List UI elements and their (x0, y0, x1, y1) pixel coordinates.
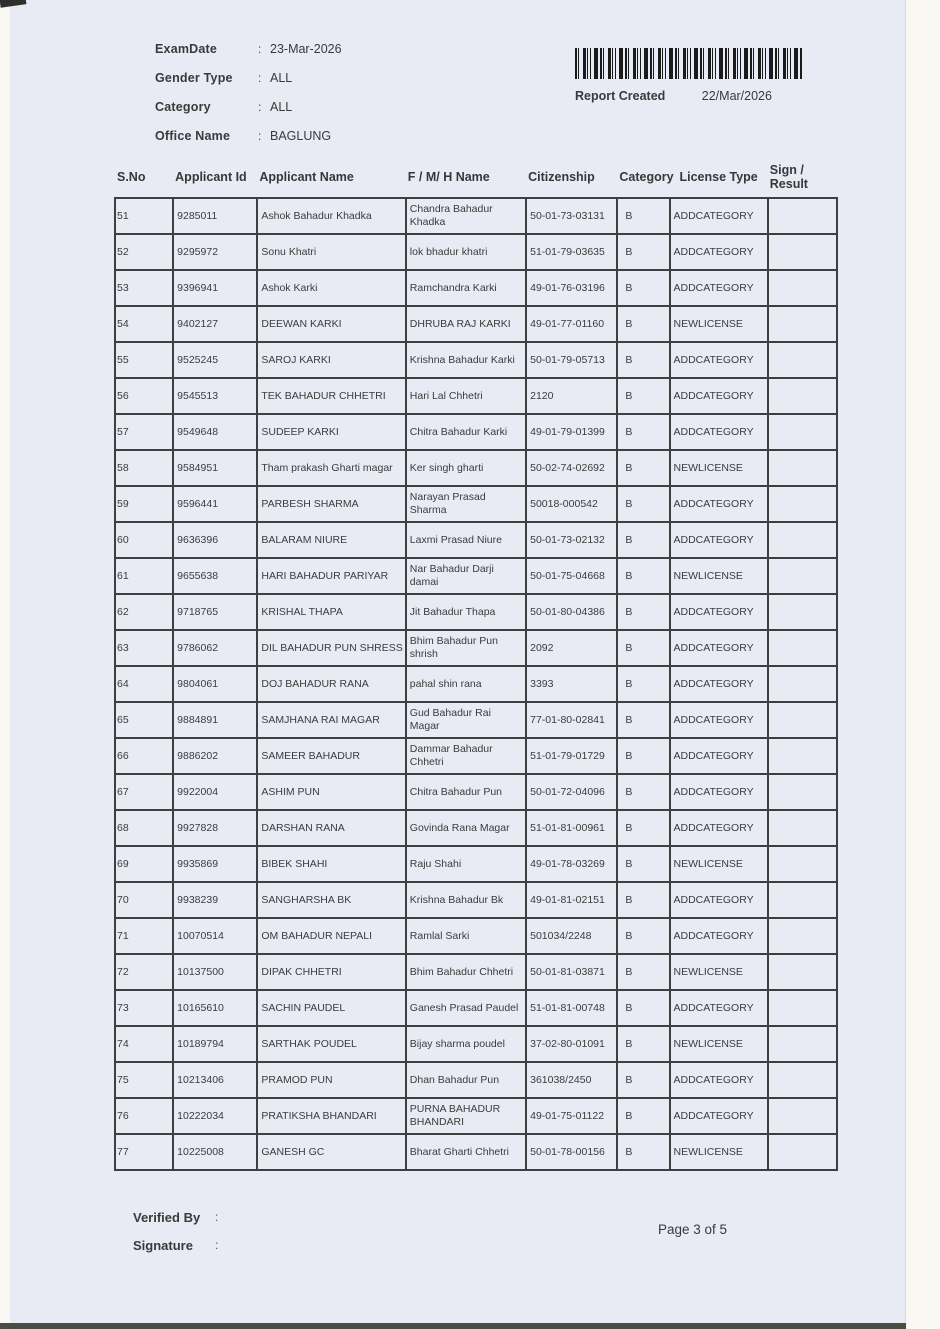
table-cell: Sonu Khatri (257, 234, 405, 270)
table-row (115, 558, 837, 594)
table-cell: 52 (115, 234, 173, 270)
table-cell: 65 (115, 702, 173, 738)
table-cell: PRAMOD PUN (257, 1062, 405, 1098)
table-cell: B (617, 594, 669, 630)
table-cell: Ashok Karki (257, 270, 405, 306)
table-row (115, 522, 837, 558)
table-cell: Ashok Bahadur Khadka (257, 198, 405, 234)
table-cell: B (617, 738, 669, 774)
report-created-value: 22/Mar/2026 (701, 89, 772, 103)
gender-type-value: ALL (270, 70, 293, 85)
report-created-label: Report Created (575, 89, 666, 103)
table-cell: B (617, 306, 669, 342)
table-cell: NEWLICENSE (670, 954, 768, 990)
office-name-field (155, 121, 342, 150)
table-cell: Tham prakash Gharti magar (257, 450, 405, 486)
table-cell: ADDCATEGORY (670, 378, 768, 414)
table-cell: DARSHAN RANA (257, 810, 405, 846)
table-cell: 9938239 (173, 882, 257, 918)
table-cell: Chitra Bahadur Pun (406, 774, 526, 810)
table-cell: 49-01-81-02151 (526, 882, 617, 918)
table-cell: 51-01-81-00748 (526, 990, 617, 1026)
table-cell: Laxmi Prasad Niure (406, 522, 526, 558)
table-cell: SUDEEP KARKI (257, 414, 405, 450)
table-cell: Gud Bahadur Rai Magar (406, 702, 526, 738)
signature-field (133, 1231, 218, 1259)
table-cell: Krishna Bahadur Bk (406, 882, 526, 918)
table-cell: 51-01-79-03635 (526, 234, 617, 270)
table-cell: ADDCATEGORY (670, 666, 768, 702)
table-cell: 73 (115, 990, 173, 1026)
table-row (115, 882, 837, 918)
office-name-value: BAGLUNG (270, 128, 332, 143)
column-header-sno: S.No (117, 169, 146, 184)
table-cell: 10213406 (173, 1062, 257, 1098)
table-row (115, 414, 837, 450)
table-cell: 62 (115, 594, 173, 630)
table-cell: B (617, 234, 669, 270)
table-row (115, 1098, 837, 1134)
table-cell: 50-01-80-04386 (526, 594, 617, 630)
table-cell: B (617, 1026, 669, 1062)
table-cell (768, 1062, 837, 1098)
table-cell: 9549648 (173, 414, 257, 450)
report-header-fields (155, 34, 342, 150)
office-name-separator: : (258, 128, 262, 143)
report-created (575, 89, 772, 103)
table-cell: HARI BAHADUR PARIYAR (257, 558, 405, 594)
table-cell: 10225008 (173, 1134, 257, 1170)
table-cell: Ramlal Sarki (406, 918, 526, 954)
table-row (115, 450, 837, 486)
table-cell: DHRUBA RAJ KARKI (406, 306, 526, 342)
table-cell: B (617, 1062, 669, 1098)
table-cell: TEK BAHADUR CHHETRI (257, 378, 405, 414)
table-cell: 50-01-73-02132 (526, 522, 617, 558)
table-cell: SARTHAK POUDEL (257, 1026, 405, 1062)
table-cell: ADDCATEGORY (670, 414, 768, 450)
category-value: ALL (270, 99, 293, 114)
table-cell: OM BAHADUR NEPALI (257, 918, 405, 954)
table-cell: 50-01-81-03871 (526, 954, 617, 990)
table-cell: PURNA BAHADUR BHANDARI (406, 1098, 526, 1134)
table-cell (768, 990, 837, 1026)
table-cell: lok bhadur khatri (406, 234, 526, 270)
table-cell: 50-01-72-04096 (526, 774, 617, 810)
table-cell (768, 270, 837, 306)
table-cell: 59 (115, 486, 173, 522)
gender-type-separator: : (258, 70, 262, 85)
table-cell: 501034/2248 (526, 918, 617, 954)
column-header-sign-result: Sign / Result (769, 162, 808, 191)
table-cell (768, 522, 837, 558)
table-cell: B (617, 810, 669, 846)
table-cell: 10070514 (173, 918, 257, 954)
table-cell: 69 (115, 846, 173, 882)
table-cell: 37-02-80-01091 (526, 1026, 617, 1062)
table-cell: 54 (115, 306, 173, 342)
table-cell: B (617, 522, 669, 558)
table-cell: 76 (115, 1098, 173, 1134)
table-row (115, 378, 837, 414)
table-cell: 49-01-78-03269 (526, 846, 617, 882)
table-cell: Govinda Rana Magar (406, 810, 526, 846)
category-separator: : (258, 99, 262, 114)
table-cell: 77 (115, 1134, 173, 1170)
table-cell: GANESH GC (257, 1134, 405, 1170)
table-cell: B (617, 450, 669, 486)
column-header-applicant-name: Applicant Name (259, 169, 354, 184)
table-cell: ADDCATEGORY (670, 594, 768, 630)
table-cell: ADDCATEGORY (670, 522, 768, 558)
table-cell: DIL BAHADUR PUN SHRESS (257, 630, 405, 666)
column-header-applicant-id: Applicant Id (175, 169, 247, 184)
table-cell: 10222034 (173, 1098, 257, 1134)
table-cell: 51-01-79-01729 (526, 738, 617, 774)
table-cell (768, 450, 837, 486)
table-cell: Raju Shahi (406, 846, 526, 882)
footer-verification-block (133, 1203, 218, 1259)
table-row (115, 630, 837, 666)
scan-edge-artifact (0, 1323, 906, 1329)
table-row (115, 666, 837, 702)
table-cell (768, 918, 837, 954)
table-cell: 77-01-80-02841 (526, 702, 617, 738)
table-cell: ADDCATEGORY (670, 882, 768, 918)
table-cell: BALARAM NIURE (257, 522, 405, 558)
table-cell: 10137500 (173, 954, 257, 990)
table-cell: Nar Bahadur Darji damai (406, 558, 526, 594)
verified-by-field (133, 1203, 218, 1231)
table-row (115, 486, 837, 522)
table-row (115, 342, 837, 378)
table-cell (768, 414, 837, 450)
table-cell: B (617, 630, 669, 666)
table-cell: 361038/2450 (526, 1062, 617, 1098)
column-header-fmh-name: F / M/ H Name (407, 169, 490, 184)
table-cell: 49-01-79-01399 (526, 414, 617, 450)
table-cell: B (617, 414, 669, 450)
table-cell: 9584951 (173, 450, 257, 486)
table-cell (768, 666, 837, 702)
column-header-citizenship: Citizenship (528, 169, 595, 184)
table-cell: 71 (115, 918, 173, 954)
table-cell (768, 1098, 837, 1134)
table-cell: Bharat Gharti Chhetri (406, 1134, 526, 1170)
table-cell: Krishna Bahadur Karki (406, 342, 526, 378)
table-header-row (115, 160, 837, 198)
table-cell: B (617, 342, 669, 378)
gender-type-field (155, 63, 342, 92)
table-cell: 63 (115, 630, 173, 666)
table-row (115, 270, 837, 306)
table-cell: Ramchandra Karki (406, 270, 526, 306)
table-cell: 67 (115, 774, 173, 810)
table-cell: ADDCATEGORY (670, 810, 768, 846)
page-indicator: Page 3 of 5 (658, 1222, 728, 1237)
table-body (115, 198, 837, 1170)
exam-date-label: ExamDate (155, 41, 218, 56)
table-cell: ADDCATEGORY (670, 486, 768, 522)
table-cell (768, 486, 837, 522)
table-cell (768, 342, 837, 378)
table-cell: Chitra Bahadur Karki (406, 414, 526, 450)
table-cell (768, 810, 837, 846)
table-cell: NEWLICENSE (670, 450, 768, 486)
table-cell: 50-01-73-03131 (526, 198, 617, 234)
table-cell: 9786062 (173, 630, 257, 666)
table-cell: ADDCATEGORY (670, 918, 768, 954)
table-row (115, 846, 837, 882)
table-cell (768, 954, 837, 990)
exam-date-separator: : (258, 41, 262, 56)
table-cell: ADDCATEGORY (670, 702, 768, 738)
table-cell: 9402127 (173, 306, 257, 342)
signature-separator: : (215, 1238, 219, 1252)
table-cell: 9396941 (173, 270, 257, 306)
table-cell: ADDCATEGORY (670, 738, 768, 774)
table-row (115, 990, 837, 1026)
table-cell: B (617, 558, 669, 594)
table-cell (768, 198, 837, 234)
table-cell (768, 306, 837, 342)
table-cell: 9935869 (173, 846, 257, 882)
table-cell: 9655638 (173, 558, 257, 594)
table-cell: ADDCATEGORY (670, 990, 768, 1026)
table-cell: B (617, 774, 669, 810)
table-cell: 68 (115, 810, 173, 846)
table-cell: 9718765 (173, 594, 257, 630)
table-cell: 2120 (526, 378, 617, 414)
applicant-table (114, 160, 838, 1171)
table-row (115, 1026, 837, 1062)
category-field (155, 92, 342, 121)
table-cell: ADDCATEGORY (670, 234, 768, 270)
table-cell (768, 630, 837, 666)
table-cell: 10189794 (173, 1026, 257, 1062)
table-row (115, 702, 837, 738)
column-header-license-type: License Type (679, 169, 758, 184)
table-cell: 9636396 (173, 522, 257, 558)
table-cell: B (617, 954, 669, 990)
table-row (115, 918, 837, 954)
table-cell: B (617, 702, 669, 738)
table-cell (768, 846, 837, 882)
table-cell: B (617, 1098, 669, 1134)
table-row (115, 306, 837, 342)
table-cell (768, 774, 837, 810)
table-cell: KRISHAL THAPA (257, 594, 405, 630)
table-cell: 50-01-75-04668 (526, 558, 617, 594)
column-header-category: Category (619, 169, 674, 184)
table-cell: NEWLICENSE (670, 306, 768, 342)
table-cell: B (617, 198, 669, 234)
table-cell (768, 702, 837, 738)
table-cell: ADDCATEGORY (670, 1098, 768, 1134)
table-cell: SAMJHANA RAI MAGAR (257, 702, 405, 738)
table-row (115, 1062, 837, 1098)
table-cell: Ker singh gharti (406, 450, 526, 486)
table-cell: SAROJ KARKI (257, 342, 405, 378)
signature-label: Signature (133, 1237, 193, 1253)
table-cell: NEWLICENSE (670, 846, 768, 882)
table-cell: 9295972 (173, 234, 257, 270)
exam-date-field (155, 34, 342, 63)
table-cell (768, 1026, 837, 1062)
table-row (115, 1134, 837, 1170)
report-page (10, 0, 906, 1329)
table-cell: DEEWAN KARKI (257, 306, 405, 342)
table-cell: 9596441 (173, 486, 257, 522)
category-label: Category (155, 99, 211, 114)
table-row (115, 594, 837, 630)
table-cell: SANGHARSHA BK (257, 882, 405, 918)
table-cell: ASHIM PUN (257, 774, 405, 810)
table-cell: 55 (115, 342, 173, 378)
table-row (115, 774, 837, 810)
table-cell: 2092 (526, 630, 617, 666)
table-cell: B (617, 918, 669, 954)
table-cell: 9285011 (173, 198, 257, 234)
verified-by-label: Verified By (133, 1209, 201, 1225)
table-cell: B (617, 666, 669, 702)
table-cell: NEWLICENSE (670, 1134, 768, 1170)
table-cell: 51-01-81-00961 (526, 810, 617, 846)
table-cell: 49-01-76-03196 (526, 270, 617, 306)
verified-by-separator: : (215, 1210, 219, 1224)
table-cell: ADDCATEGORY (670, 774, 768, 810)
table-cell: DIPAK CHHETRI (257, 954, 405, 990)
table-cell: B (617, 378, 669, 414)
table-cell: B (617, 846, 669, 882)
table-cell: 70 (115, 882, 173, 918)
table-row (115, 954, 837, 990)
office-name-label: Office Name (155, 128, 231, 143)
scan-corner-artifact (0, 0, 26, 8)
table-cell (768, 378, 837, 414)
table-cell: ADDCATEGORY (670, 630, 768, 666)
table-row (115, 738, 837, 774)
table-cell: 9922004 (173, 774, 257, 810)
table-cell: B (617, 486, 669, 522)
table-cell: 64 (115, 666, 173, 702)
table-cell: B (617, 270, 669, 306)
table-cell: NEWLICENSE (670, 558, 768, 594)
table-cell: PRATIKSHA BHANDARI (257, 1098, 405, 1134)
table-cell: ADDCATEGORY (670, 270, 768, 306)
table-cell (768, 234, 837, 270)
table-cell: 50-01-79-05713 (526, 342, 617, 378)
table-cell: DOJ BAHADUR RANA (257, 666, 405, 702)
table-cell: ADDCATEGORY (670, 342, 768, 378)
table-cell: Dammar Bahadur Chhetri (406, 738, 526, 774)
table-cell: Hari Lal Chhetri (406, 378, 526, 414)
table-cell: 61 (115, 558, 173, 594)
table-cell: 9545513 (173, 378, 257, 414)
table-cell: 9804061 (173, 666, 257, 702)
table-cell: 53 (115, 270, 173, 306)
table-cell: ADDCATEGORY (670, 198, 768, 234)
table-cell: Dhan Bahadur Pun (406, 1062, 526, 1098)
table-cell: B (617, 990, 669, 1026)
table-cell: 51 (115, 198, 173, 234)
table-cell (768, 738, 837, 774)
barcode-icon (575, 48, 803, 79)
table-cell: 9525245 (173, 342, 257, 378)
table-cell: SAMEER BAHADUR (257, 738, 405, 774)
table-cell: BIBEK SHAHI (257, 846, 405, 882)
table-cell: 66 (115, 738, 173, 774)
table-row (115, 198, 837, 234)
table-cell: Bhim Bahadur Pun shrish (406, 630, 526, 666)
table-cell (768, 882, 837, 918)
table-cell: ADDCATEGORY (670, 1062, 768, 1098)
table-cell: Chandra Bahadur Khadka (406, 198, 526, 234)
table-cell: 49-01-75-01122 (526, 1098, 617, 1134)
table-cell: PARBESH SHARMA (257, 486, 405, 522)
table-cell: Ganesh Prasad Paudel (406, 990, 526, 1026)
table-cell: NEWLICENSE (670, 1026, 768, 1062)
table-cell: Narayan Prasad Sharma (406, 486, 526, 522)
table-cell: Bijay sharma poudel (406, 1026, 526, 1062)
table-cell: 50018-000542 (526, 486, 617, 522)
table-cell: 58 (115, 450, 173, 486)
exam-date-value: 23-Mar-2026 (270, 41, 342, 56)
table-cell: SACHIN PAUDEL (257, 990, 405, 1026)
table-cell: Jit Bahadur Thapa (406, 594, 526, 630)
table-cell: B (617, 882, 669, 918)
table-cell: 9886202 (173, 738, 257, 774)
table-cell: 49-01-77-01160 (526, 306, 617, 342)
table-cell (768, 1134, 837, 1170)
table-cell: 74 (115, 1026, 173, 1062)
table-cell: 3393 (526, 666, 617, 702)
table-cell (768, 558, 837, 594)
table-cell: pahal shin rana (406, 666, 526, 702)
table-cell: 72 (115, 954, 173, 990)
table-row (115, 234, 837, 270)
table-cell: 9927828 (173, 810, 257, 846)
table-cell: 75 (115, 1062, 173, 1098)
table-cell: 50-01-78-00156 (526, 1134, 617, 1170)
table-cell: Bhim Bahadur Chhetri (406, 954, 526, 990)
table-cell: 60 (115, 522, 173, 558)
table-cell: B (617, 1134, 669, 1170)
table-row (115, 810, 837, 846)
table-cell: 9884891 (173, 702, 257, 738)
gender-type-label: Gender Type (155, 70, 233, 85)
table-cell (768, 594, 837, 630)
table-cell: 57 (115, 414, 173, 450)
table-cell: 56 (115, 378, 173, 414)
table-cell: 10165610 (173, 990, 257, 1026)
table-cell: 50-02-74-02692 (526, 450, 617, 486)
